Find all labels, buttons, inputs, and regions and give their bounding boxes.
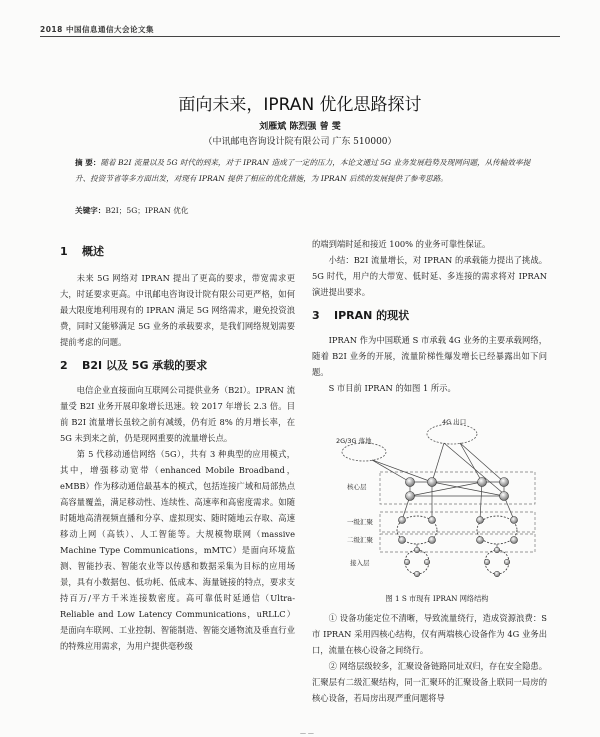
label-4g-out: 4G 出口 (442, 418, 467, 426)
paper-title: 面向未来，IPRAN 优化思路探讨 (178, 95, 422, 115)
section-2-paragraph-1: 电信企业直接面向互联网公司提供业务（B2I）。IPRAN 流量受 B2I 业务开展印象增长迅速。较 2017 年增长 2.3 倍。目前 B2I 流量增长虽较之前有减缓，仍有近 8% 的月增长率，在 5G 未到来之前，仍是现网重要的流量增长点。 (60, 385, 295, 443)
23g-cloud (342, 443, 386, 461)
access-nodes (404, 547, 510, 577)
page-mark: — — (300, 730, 314, 737)
issue-2-paragraph: ② 网络层级较多，汇聚设备链路同址双归，存在安全隐患。汇聚层有二级汇聚结构，同一汇聚环的汇聚设备上联同一局房的核心设备，若局房出现严重问题将导 (312, 661, 547, 703)
affiliation: （中讯邮电咨询设计院有限公司 广东 510000） (203, 137, 397, 147)
keywords-label: 关键字： (75, 206, 106, 215)
section-1-title: 概述 (82, 245, 104, 258)
section-3-paragraph-2: S 市目前 IPRAN 的如图 1 所示。 (328, 383, 456, 393)
label-agg2: 二级汇聚 (347, 536, 373, 544)
label-23g: 2G/3G 落地 (336, 437, 372, 445)
paragraph-continued: 的端到端时延和接近 100% 的业务可靠性保证。 (312, 239, 491, 249)
section-1-number: 1 (60, 245, 68, 258)
section-3-title: IPRAN 的现状 (334, 309, 410, 322)
section-2-number: 2 (60, 359, 68, 372)
section-2-heading (60, 358, 295, 374)
section-1-heading (60, 244, 295, 260)
running-header: 2018 中国信息通信大会论文集 (40, 25, 154, 34)
section-3-number: 3 (312, 309, 320, 322)
section-2-paragraph-2: 第 5 代移动通信网络（5G），共有 3 种典型的应用模式，其中，增强移动宽带（enhanced Mobile Broadband，eMBB）作为移动通信最基本的模式，包括连接广域和局部热点高容量覆盖，满足移动性、连续性、高速率和高密度需求。如随时随地高清视频直播和分享、虚拟现实、随时随地云存取、高速移动上网（高铁）、人工智能等。大规模物联网（massive Machine Type Communications，mMTC）是面向环境监测、智能抄表、智能农业等以传感和数据采集为目标的应用场景，具有小数据包、低功耗、低成本、海量链接的特点，要求支持百万/平方千米连接数密度。高可靠低时延通信（Ultra-Reliable and Low Latency Communications，uRLLC）是面向车联网、工业控制、智能制造、智能交通物流及垂直行业的特殊应用需求，为用户提供毫秒级 (60, 449, 295, 651)
core-nodes (406, 478, 509, 501)
label-core: 核心层 (347, 483, 367, 491)
summary-paragraph: 小结：B2I 流量增长，对 IPRAN 的承载能力提出了挑战。5G 时代，用户的大带宽、低时延、多连接的需求将对 IPRAN 演进提出要求。 (312, 255, 547, 297)
section-1-paragraph: 未来 5G 网络对 IPRAN 提出了更高的要求，带宽需求更大，时延要求更高。中讯邮电咨询设计院有限公司更严格，如何最大限度地利用现有的 IPRAN 满足 5G 网络需求，避免投资浪费，同时又能够满足 5G 业务的承载要求，是我们网络规划需要提前考虑的问题。 (60, 273, 295, 347)
right-column-top (312, 236, 547, 396)
left-column (60, 244, 295, 654)
section-3-heading (312, 308, 547, 324)
right-column-bottom (312, 610, 547, 706)
section-2-title: B2I 以及 5G 承载的要求 (82, 359, 208, 372)
authors: 刘雁斌 陈烈强 曾 雯 (259, 122, 341, 132)
section-3-paragraph-1: IPRAN 作为中国联通 S 市承载 4G 业务的主要承载网络，随着 B2I 业务的开展，流量阶梯性爆发增长已经暴露出如下问题。 (312, 335, 547, 377)
header-rule (40, 36, 560, 37)
uplink-lines (372, 443, 514, 520)
keywords-text: B2I；5G；IPRAN 优化 (105, 206, 189, 215)
agg-nodes (399, 517, 518, 544)
abstract-text: 随着 B2I 流量以及 5G 时代的到来，对于 IPRAN 造成了一定的压力，本论文通过 5G 业务发展趋势及现网问题，从传输效率提升、投资节省等多方面出发，对现有 IPRAN 提供了相应的优化措施，为 IPRAN 后续的发展提供了参考思路。 (75, 158, 531, 183)
ipran-network-diagram (332, 412, 542, 590)
core-layer-box (380, 472, 535, 504)
issue-1-paragraph: ① 设备功能定位不清晰，导致流量绕行，造成资源浪费：S 市 IPRAN 采用四核心结构，仅有两端核心设备作为 4G 业务出口，流量在核心设备之间绕行。 (312, 613, 547, 655)
keywords (75, 205, 188, 216)
4g-cloud (427, 424, 477, 444)
abstract (75, 155, 545, 186)
access-links (417, 544, 497, 550)
abstract-label: 摘 要： (75, 158, 101, 167)
figure-caption: 图 1 S 市现有 IPRAN 网络结构 (385, 594, 489, 603)
label-agg1: 一级汇聚 (347, 518, 373, 526)
label-access: 接入层 (350, 559, 370, 567)
